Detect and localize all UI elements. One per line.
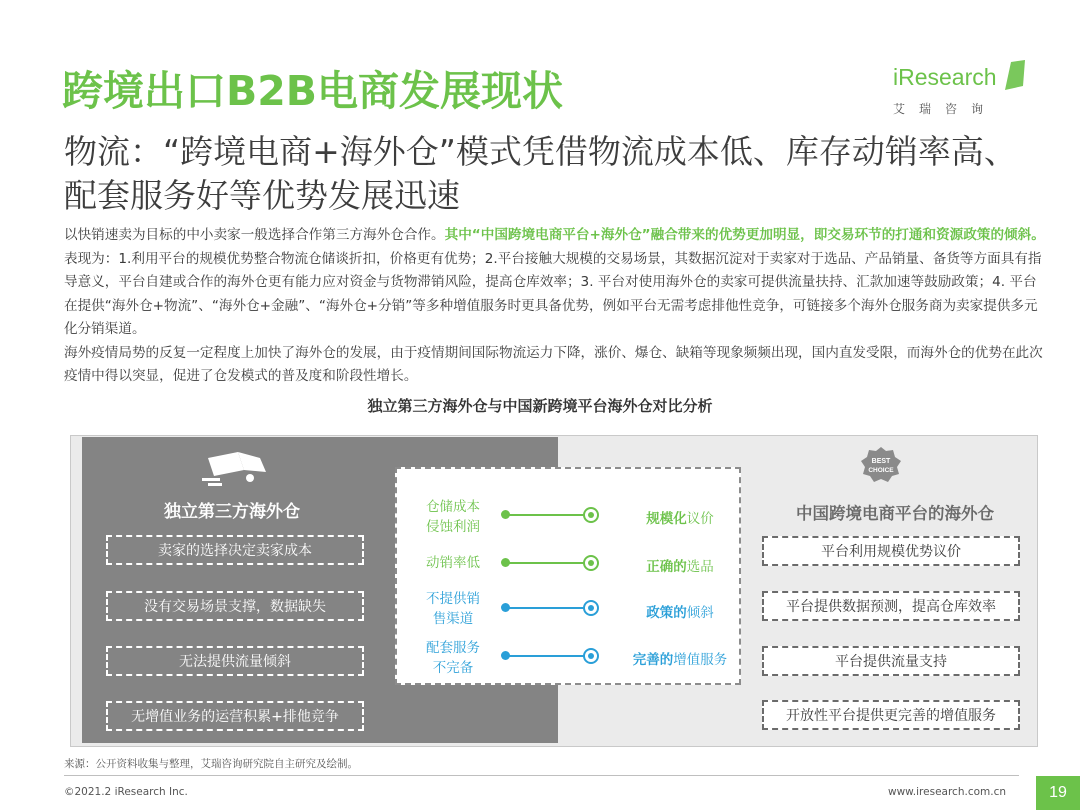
row-4-problem-line-2: 不完备 [432,660,474,676]
source-note: 来源：公开资料收集与整理，艾瑞咨询研究院自主研究及绘制。 [64,758,358,770]
chart-title: 独立第三方海外仓与中国新跨境平台海外仓对比分析 [367,397,713,415]
right-item-3: 平台提供流量支持 [762,646,1020,676]
page-subtitle: 物流：“跨境电商+海外仓”模式凭借物流成本低、库存动销率高、配套服务好等优势发展迅速 [64,132,1017,215]
paragraph-1-intro: 以快销速卖为目标的中小卖家一般选择合作第三方海外仓合作。 [64,227,445,243]
row-3-solution-label [615,601,745,621]
copyright: ©2021.2 iResearch Inc. [64,786,188,798]
row-3-problem-line-1: 不提供销 [426,591,480,607]
best-choice-badge-icon [860,446,902,484]
row-1-solution-label [615,507,745,527]
left-item-2: 没有交易场景支撑，数据缺失 [106,591,364,621]
left-item-3: 无法提供流量倾斜 [106,646,364,676]
right-heading: 中国跨境电商平台的海外仓 [796,504,994,523]
left-item-4: 无增值业务的运营积累+排他竞争 [106,701,364,731]
row-2-connector [505,562,595,564]
right-item-4: 开放性平台提供更完善的增值服务 [762,700,1020,730]
row-2-solution-rest: 选品 [686,559,714,575]
row-4-problem-label [410,638,496,678]
row-4-problem-line-1: 配套服务 [426,640,480,656]
row-3-connector [505,607,595,609]
row-4-solution-label [615,648,745,668]
svg-text:BEST: BEST [871,458,891,465]
row-3-problem-line-2: 售渠道 [432,611,474,627]
row-1-problem-label [410,497,496,537]
paragraph-2: 海外疫情局势的反复一定程度上加快了海外仓的发展，由于疫情期间国际物流运力下降，涨价、爆仓、缺箱等现象频频出现，国内直发受限，而海外仓的优势在此次疫情中得以突显，促进了仓发模式的普及度和阶段性增长。 [64,344,1043,384]
row-1-target-icon [583,507,599,523]
footer-divider [64,775,1019,776]
left-heading: 独立第三方海外仓 [164,502,300,522]
row-2-solution-bold: 正确的 [646,559,687,575]
right-item-2: 平台提供数据预测，提高仓库效率 [762,591,1020,621]
iresearch-logo [893,60,1028,118]
website-link[interactable]: www.iresearch.com.cn [888,786,1007,798]
row-1-problem-line-2: 侵蚀利润 [426,519,480,535]
delivery-truck-icon [200,450,272,488]
row-2-problem-label [410,553,496,573]
logo-wordmark: iResearch [893,64,997,90]
paragraph-1-highlight: 其中“中国跨境电商平台+海外仓”融合带来的优势更加明显，即交易环节的打通和资源政策的倾斜。 [444,227,1045,243]
row-3-solution-rest: 倾斜 [686,605,714,621]
row-2-problem-line-1: 动销率低 [426,555,480,571]
row-4-solution-rest: 增值服务 [673,652,728,668]
page-number: 19 [1036,776,1080,810]
paragraph-1-details: 表现为：1.利用平台的规模优势整合物流仓储谈折扣，价格更有优势；2.平台接触大规模的交易场景，其数据沉淀对于卖家对于选品、产品销量、备货等方面具有指导意义，平台自建或合作的海外仓更有能力应对资金与货物滞销风险，提高仓库效率；3. 平台对使用海外仓的卖家可提供流量扶持、汇款加速等鼓励政策；4. 平台在提供“海外仓+物流”、“海外仓+金融”、“海外仓+分销”等多种增值服务时更具备优势，例如平台无需考虑排他性竞争，可链接多个海外仓服务商为卖家提供多元化分销渠道。 [64,250,1042,337]
row-4-connector [505,655,595,657]
svg-text:CHOICE: CHOICE [868,467,894,474]
page-title: 跨境出口B2B电商发展现状 [62,67,564,115]
right-item-1: 平台利用规模优势议价 [762,536,1020,566]
row-2-solution-label [615,555,745,575]
row-3-target-icon [583,600,599,616]
row-2-target-icon [583,555,599,571]
row-1-solution-rest: 议价 [686,511,714,527]
row-3-solution-bold: 政策的 [646,605,687,621]
left-item-1: 卖家的选择决定卖家成本 [106,535,364,565]
row-4-solution-bold: 完善的 [632,652,674,668]
row-1-connector [505,514,595,516]
row-4-target-icon [583,648,599,664]
paragraph-1 [64,224,1049,342]
body-paragraphs [64,224,1049,389]
row-1-solution-bold: 规模化 [646,511,687,527]
row-3-problem-label [410,589,496,629]
logo-chinese-name: 艾瑞咨询 [893,102,998,116]
row-1-problem-line-1: 仓储成本 [426,499,480,515]
